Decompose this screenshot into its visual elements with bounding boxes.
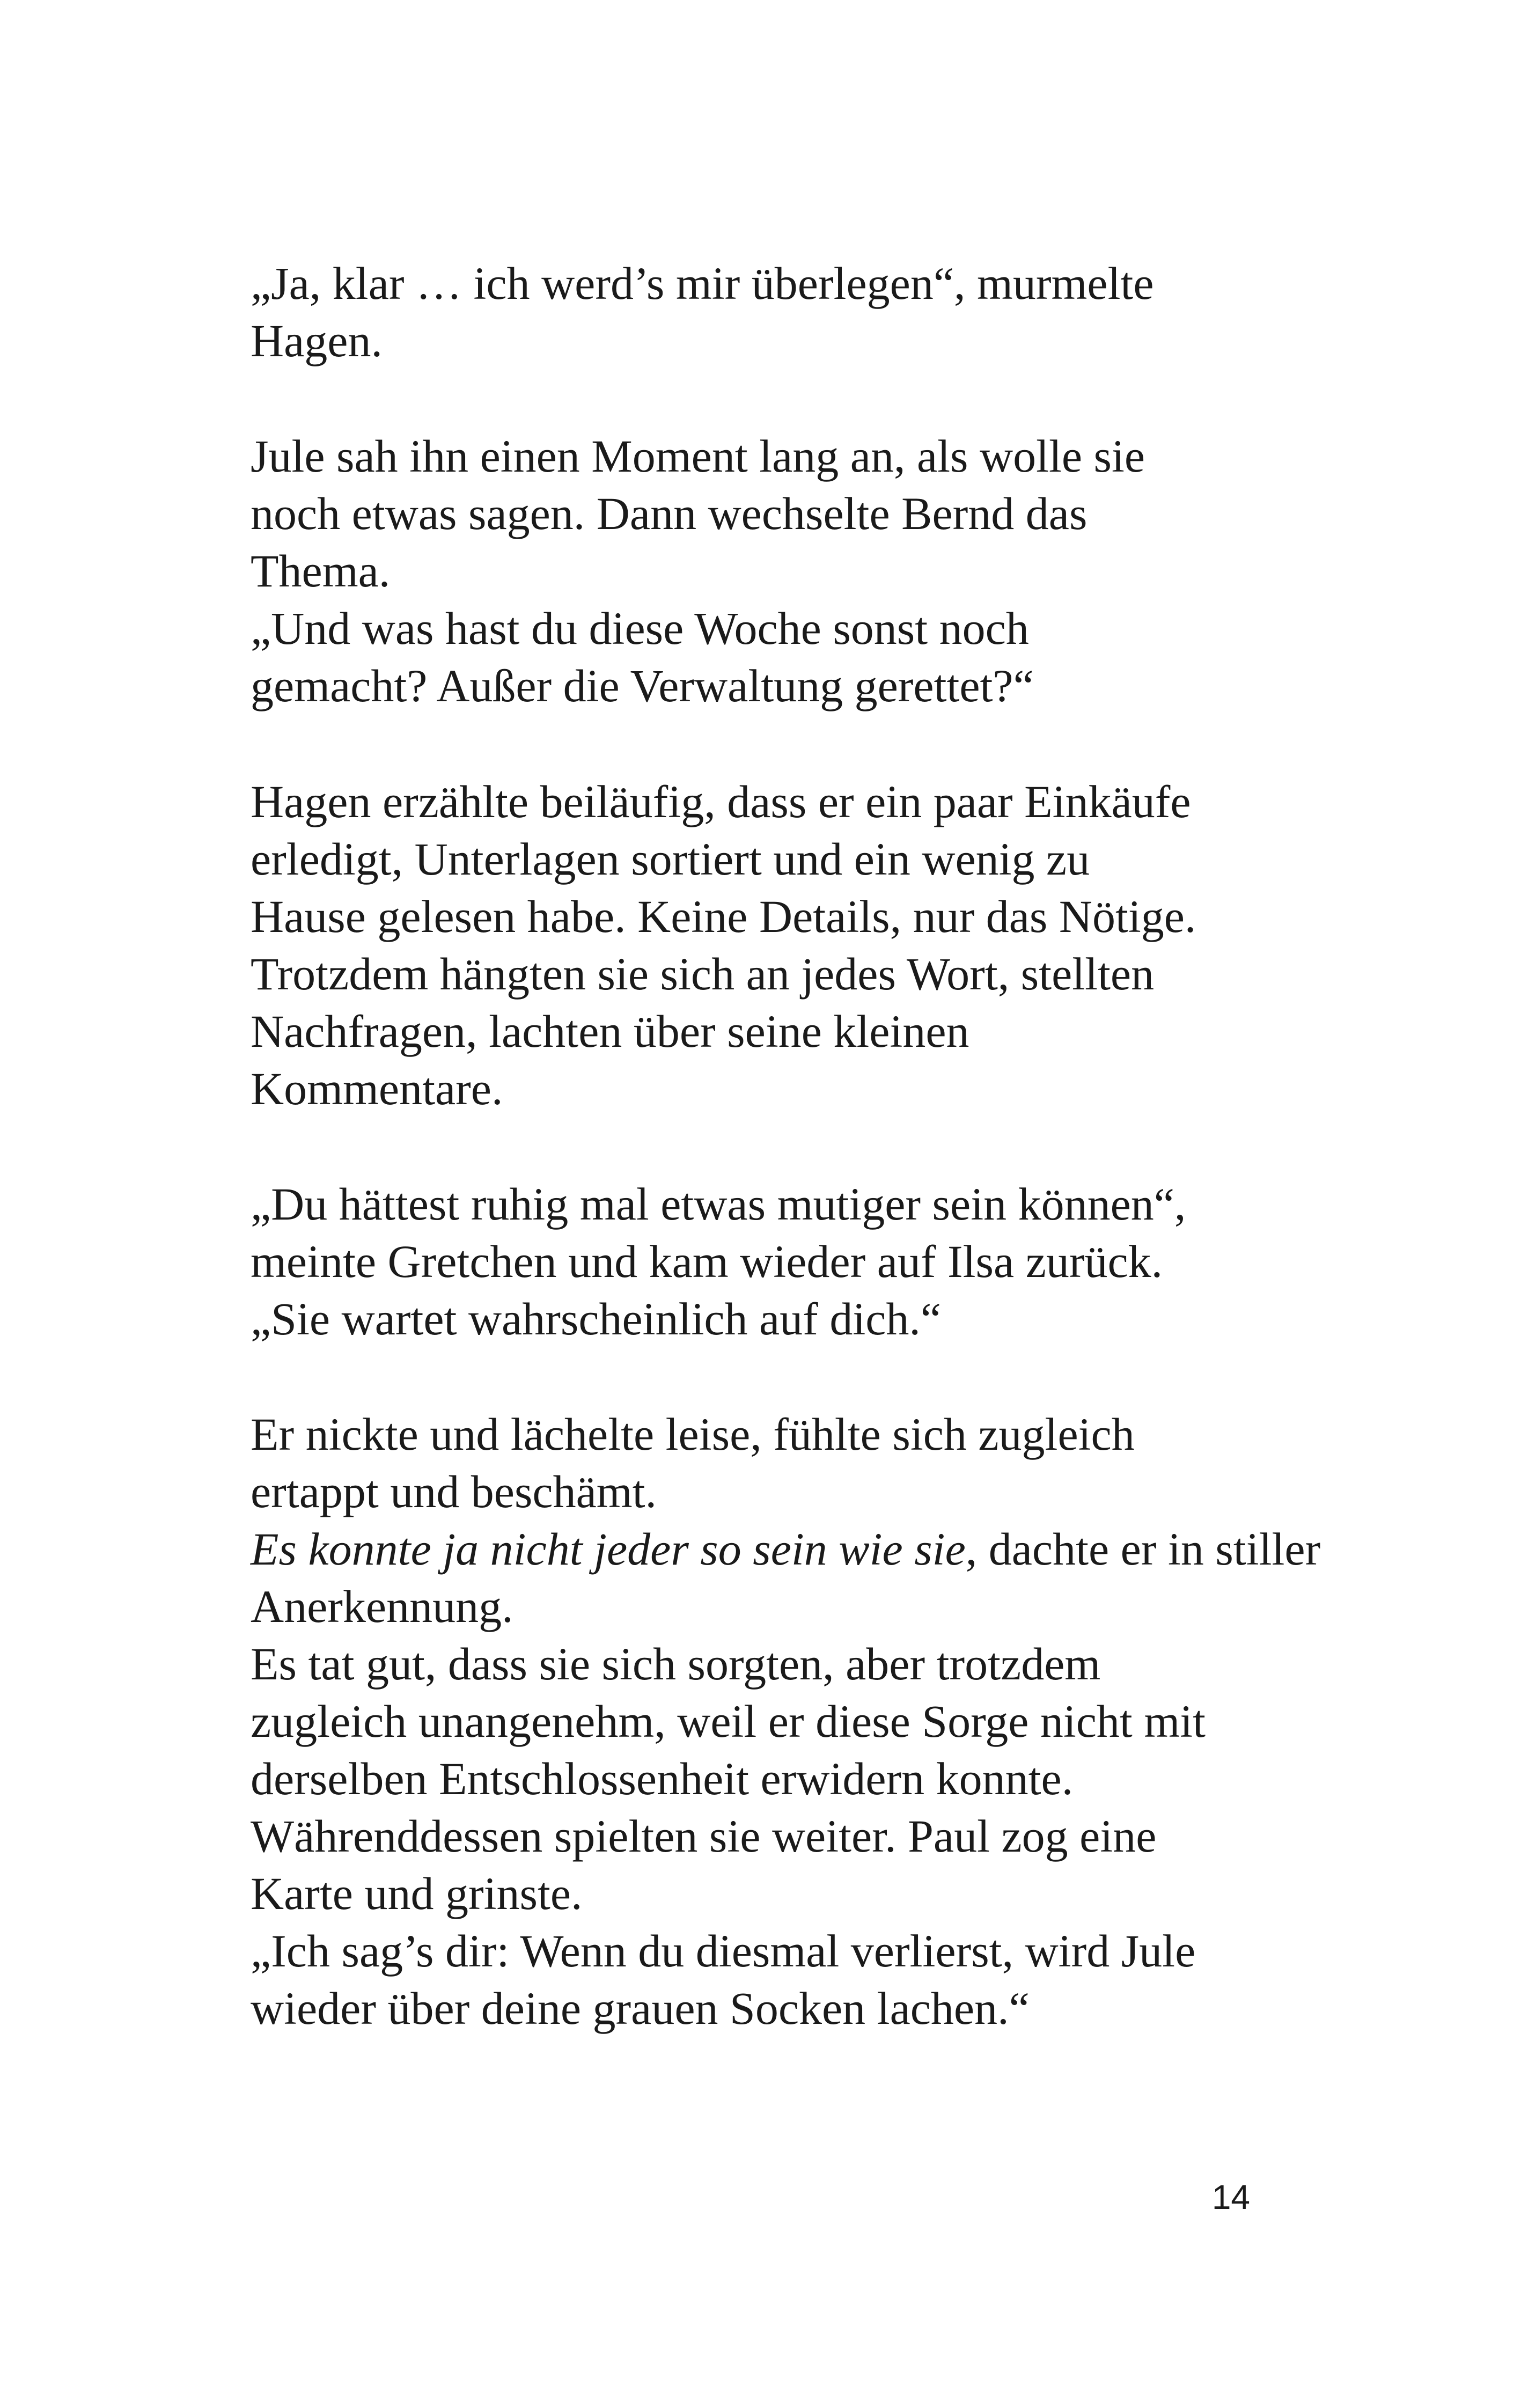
page-number: 14	[1211, 2178, 1250, 2216]
text-line: ertappt und beschämt.	[251, 1466, 657, 1517]
text-line: Es tat gut, dass sie sich sorgten, aber trotzdem	[251, 1638, 1101, 1690]
text-line: noch etwas sagen. Dann wechselte Bernd das	[251, 488, 1088, 539]
paragraph-5	[251, 1406, 1321, 2037]
paragraph-2	[251, 428, 1291, 715]
text-line: zugleich unangenehm, weil er diese Sorge nicht mit	[251, 1695, 1206, 1747]
text-line: gemacht? Außer die Verwaltung gerettet?“	[251, 660, 1034, 711]
text-line: Jule sah ihn einen Moment lang an, als wolle sie	[251, 430, 1145, 482]
text-line: „Sie wartet wahrscheinlich auf dich.“	[251, 1293, 942, 1345]
text-line: Währenddessen spielten sie weiter. Paul zog eine	[251, 1810, 1157, 1862]
text-line: erledigt, Unterlagen sortiert und ein wenig zu	[251, 833, 1090, 885]
text-line: Hagen.	[251, 315, 383, 366]
text-line: „Du hättest ruhig mal etwas mutiger sein können“,	[251, 1178, 1186, 1230]
text-line: Hagen erzählte beiläufig, dass er ein paar Einkäufe	[251, 776, 1191, 827]
text-line-mixed	[251, 1521, 1321, 1578]
italic-thought: Es konnte ja nicht jeder so sein wie sie	[251, 1523, 966, 1575]
text-line: „Und was hast du diese Woche sonst noch	[251, 603, 1029, 654]
paragraph-1	[251, 255, 1291, 370]
text-line: Trotzdem hängten sie sich an jedes Wort, stellten	[251, 948, 1155, 1000]
text-fragment: , dachte er in stiller	[965, 1523, 1321, 1575]
text-line: meinte Gretchen und kam wieder auf Ilsa zurück.	[251, 1236, 1163, 1287]
text-line: Nachfragen, lachten über seine kleinen	[251, 1005, 969, 1057]
text-line: Anerkennung.	[251, 1581, 513, 1632]
text-line: derselben Entschlossenheit erwidern konnte.	[251, 1753, 1074, 1804]
text-line: Hause gelesen habe. Keine Details, nur das Nötige.	[251, 891, 1196, 942]
text-line: Er nickte und lächelte leise, fühlte sich zugleich	[251, 1408, 1135, 1460]
text-line: Thema.	[251, 545, 391, 597]
paragraph-4	[251, 1176, 1291, 1348]
text-line: wieder über deine grauen Socken lachen.“	[251, 1983, 1030, 2034]
text-line: „Ich sag’s dir: Wenn du diesmal verlierst, wird Jule	[251, 1925, 1196, 1977]
text-line: Kommentare.	[251, 1063, 503, 1114]
text-line: „Ja, klar … ich werd’s mir überlegen“, murmelte	[251, 258, 1154, 309]
text-line: Karte und grinste.	[251, 1868, 583, 1919]
paragraph-3	[251, 773, 1291, 1118]
